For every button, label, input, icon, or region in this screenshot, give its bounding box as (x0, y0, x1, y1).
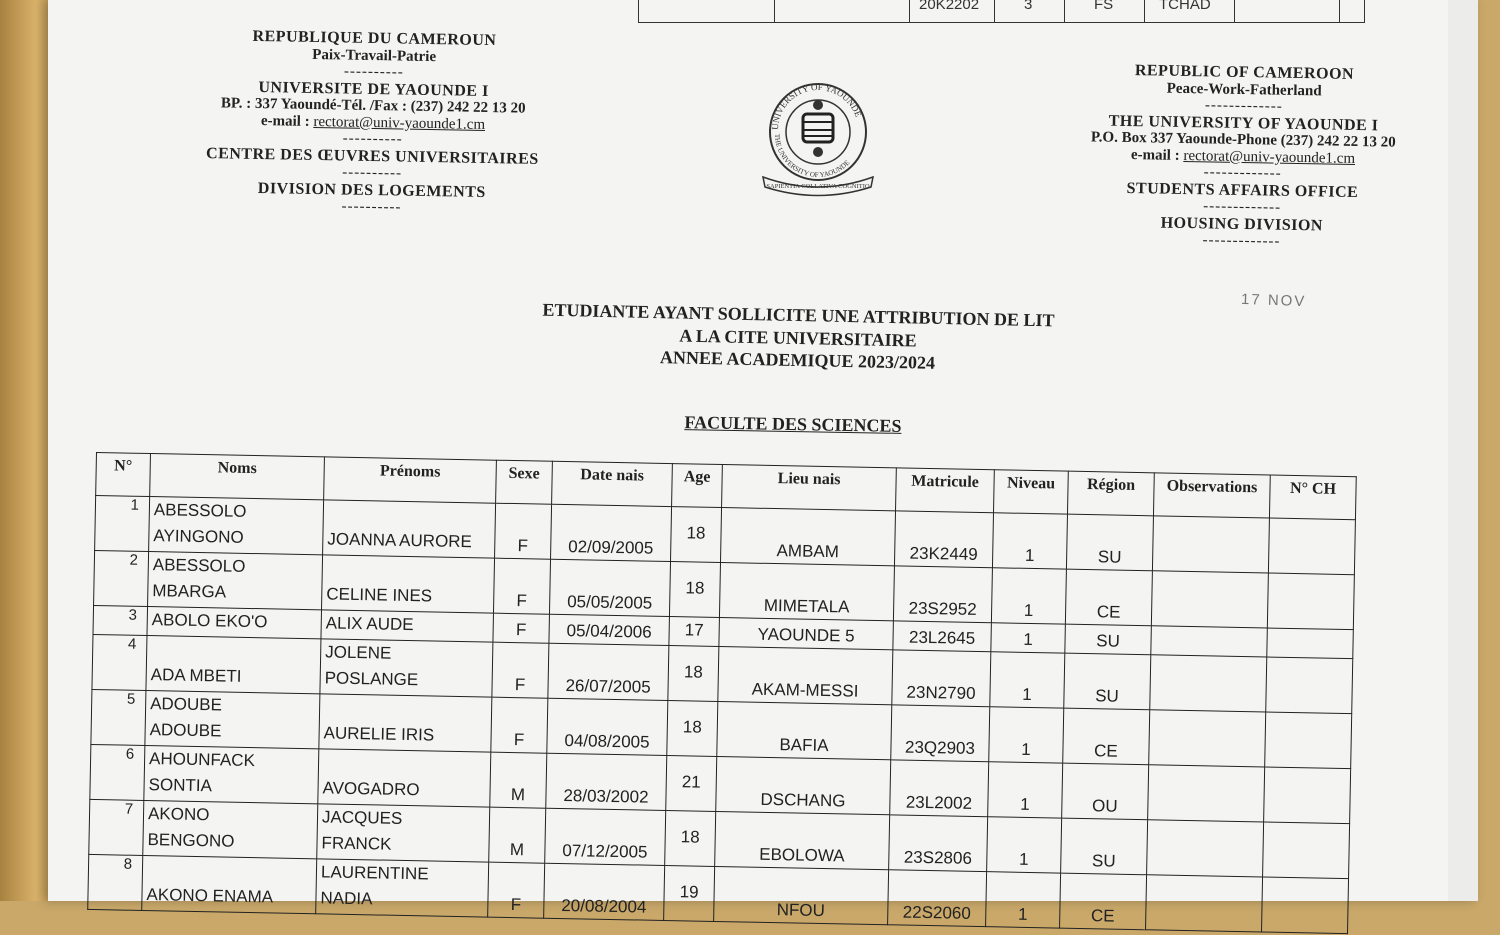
age-value: 18 (683, 662, 704, 682)
cell-prenoms (317, 804, 490, 862)
niveau-value: 1 (1023, 629, 1033, 650)
row-number: 7 (124, 800, 134, 818)
region-value: SU (1091, 851, 1116, 871)
niveau-value: 1 (1017, 904, 1028, 924)
division-fr: DIVISION DES LOGEMENTS (257, 179, 486, 201)
region-value: CE (1090, 906, 1115, 926)
age-value: 18 (682, 717, 702, 737)
cell-observations (1150, 655, 1267, 712)
cell-age (668, 646, 719, 702)
sexe-value: F (517, 536, 529, 556)
niveau-value: 1 (1022, 684, 1032, 705)
cell-prenoms (320, 639, 493, 697)
cell-number (93, 605, 148, 635)
cell-lieu (718, 646, 893, 704)
matricule-value: 23S2952 (908, 598, 977, 619)
cell-sexe (495, 503, 552, 559)
cell-matricule (894, 511, 993, 568)
separator: ------------- (1204, 97, 1283, 115)
age-value: 19 (679, 882, 699, 902)
cell-matricule (890, 760, 989, 817)
email-en: rectorat@univ-yaounde1.cm (1183, 147, 1356, 167)
prenom-line-2: AURELIE IRIS (323, 723, 435, 745)
cell-age (666, 756, 717, 812)
cell-chambre (1266, 657, 1353, 714)
col-header-lieu: Lieu nais (722, 465, 897, 511)
separator: ------------- (1203, 164, 1282, 182)
region-value: SU (1095, 686, 1119, 706)
cell-observations (1148, 765, 1265, 822)
cell-sexe (491, 697, 548, 753)
cell-noms (148, 552, 323, 610)
cell-niveau (989, 707, 1064, 763)
cell-number (90, 744, 145, 800)
cell-matricule (889, 815, 988, 872)
cell-lieu (717, 701, 892, 759)
niveau-value: 1 (1023, 600, 1034, 621)
cell-date (549, 614, 670, 645)
cell-prenoms (322, 555, 495, 613)
university-seal-icon (753, 72, 883, 202)
nom-line-1: AKONO (147, 804, 210, 825)
cell-niveau (991, 623, 1066, 653)
lieu-value: AMBAM (776, 541, 840, 562)
col-header-observations: Observations (1153, 473, 1270, 518)
seal-ring-top: UNIVERSITY OF YAOUNDE (769, 81, 864, 131)
age-value: 18 (680, 827, 700, 847)
faculty-heading: FACULTE DES SCIENCES (684, 412, 902, 436)
separator: ------------- (1203, 198, 1282, 216)
nom-line-1: AKONO ENAMA (146, 885, 274, 907)
cell-chambre (1267, 573, 1354, 630)
cell-noms (146, 636, 321, 694)
cell-age (669, 617, 720, 647)
region-value: SU (1097, 547, 1122, 567)
matricule-value: 23N2790 (906, 682, 976, 703)
cell-region (1063, 708, 1150, 765)
cell-region (1066, 514, 1153, 571)
date-value: 07/12/2005 (562, 841, 648, 862)
address-en: P.O. Box 337 Yaounde-Phone (237) 242 22 13 20 (1090, 129, 1396, 151)
cell-noms (147, 607, 322, 639)
prev-cell-matricule: 20K2202 (919, 0, 980, 13)
date-value: 05/05/2005 (566, 592, 653, 613)
cell-observations (1149, 710, 1266, 767)
cell-observations (1151, 571, 1268, 628)
prenom-line-2: NADIA (320, 888, 373, 909)
date-value: 02/09/2005 (568, 537, 654, 558)
prenom-line-2: AVOGADRO (322, 778, 420, 800)
prenom-line-2: CELINE INES (326, 584, 433, 606)
niveau-value: 1 (1024, 545, 1035, 566)
cell-date (544, 863, 665, 920)
col-header-matricule: Matricule (896, 468, 995, 513)
cell-noms (149, 497, 324, 555)
cell-region (1065, 569, 1152, 626)
nom-line-1: AHOUNFACK (148, 749, 256, 771)
date-value: 28/03/2002 (563, 786, 649, 807)
col-header-number: N° (96, 453, 151, 497)
cell-prenoms (319, 694, 492, 752)
email-label-en: e-mail : (1130, 146, 1180, 164)
cell-chambre (1263, 822, 1350, 879)
prenom-line-2: JOLENE POSLANGE (324, 642, 419, 690)
cell-date (551, 504, 672, 561)
region-value: SU (1096, 631, 1121, 651)
col-header-prenoms: Prénoms (324, 457, 497, 503)
cell-lieu (719, 617, 894, 649)
cell-region (1060, 873, 1147, 930)
seal-ring-bottom: THE UNIVERSITY OF YAOUNDE (772, 133, 852, 180)
nom-line-1: ABESSOLO (152, 555, 246, 576)
region-value: CE (1093, 741, 1118, 761)
cell-number (94, 550, 149, 606)
cell-region (1065, 624, 1152, 655)
nom-line-1: ABESSOLO (153, 500, 247, 521)
office-en: STUDENTS AFFAIRS OFFICE (1126, 179, 1359, 201)
title-line-1: ETUDIANTE AYANT SOLLICITE UNE ATTRIBUTION DE LIT (542, 299, 1055, 331)
cell-age (665, 811, 716, 867)
age-value: 18 (685, 578, 705, 598)
niveau-value: 1 (1019, 794, 1030, 814)
prenom-line-1: JACQUES (321, 807, 403, 828)
cell-lieu (716, 756, 891, 814)
nom-line-1: ABOLO EKO'O (151, 610, 268, 632)
centre-fr: CENTRE DES ŒUVRES UNIVERSITAIRES (205, 144, 539, 168)
cell-prenoms (323, 500, 496, 558)
cell-sexe (493, 558, 550, 614)
cell-matricule (891, 705, 990, 762)
row-number: 4 (127, 635, 137, 653)
lieu-value: MIMETALA (763, 595, 850, 617)
matricule-value: 23S2806 (903, 847, 973, 868)
date-value: 05/04/2006 (566, 621, 652, 642)
nom-line-2: AYINGONO (153, 526, 244, 547)
cell-lieu (720, 508, 895, 566)
motto-en: Peace-Work-Fatherland (1166, 80, 1322, 99)
cell-noms (142, 855, 317, 913)
separator: ---------- (342, 130, 403, 148)
matricule-value: 22S2060 (902, 902, 972, 923)
cell-observations (1146, 875, 1263, 932)
nom-line-2: BENGONO (147, 830, 235, 851)
col-header-noms: Noms (150, 454, 325, 500)
cell-niveau (991, 568, 1066, 624)
row-number: 1 (130, 496, 140, 514)
row-number: 8 (123, 855, 133, 873)
cell-niveau (986, 872, 1061, 928)
cell-chambre (1267, 628, 1354, 659)
header-french (176, 27, 569, 220)
cell-date (549, 559, 670, 616)
age-value: 21 (681, 772, 701, 792)
row-number: 5 (126, 690, 136, 708)
prev-cell-region: TCHAD (1159, 0, 1211, 13)
row-number: 2 (129, 551, 139, 569)
cell-age (664, 865, 715, 921)
cell-niveau (987, 817, 1062, 873)
niveau-value: 1 (1021, 739, 1031, 759)
cell-prenoms (316, 859, 489, 917)
prenom-line-2: ALIX AUDE (325, 613, 414, 635)
col-header-sexe: Sexe (496, 460, 553, 504)
col-header-date: Date nais (552, 461, 673, 506)
region-value: OU (1091, 796, 1118, 816)
seal-ribbon: SAPIENTIA COLLATIVA COGNITIO (766, 183, 870, 190)
sexe-value: F (510, 895, 522, 915)
students-table (87, 452, 1357, 934)
students-table-wrapper (88, 452, 1416, 926)
prenom-line-2: FRANCK (321, 833, 392, 854)
nom-line-1: ADA MBETI (150, 665, 242, 686)
cell-matricule (893, 566, 992, 623)
cell-number (88, 854, 143, 910)
date-stamp: 17 NOV (1240, 290, 1307, 311)
matricule-value: 23L2002 (905, 792, 973, 813)
niveau-value: 1 (1018, 849, 1029, 869)
date-value: 20/08/2004 (561, 896, 647, 917)
address-fr: BP. : 337 Yaoundé-Tél. /Fax : (237) 242 22 13 20 (220, 95, 526, 117)
lieu-value: BAFIA (779, 735, 829, 756)
table-body (88, 496, 1356, 934)
cell-noms (143, 800, 318, 858)
sexe-value: F (514, 675, 526, 695)
col-header-niveau: Niveau (993, 470, 1068, 514)
cell-matricule (892, 650, 991, 707)
nom-line-2: MBARGA (152, 581, 227, 602)
separator: ---------- (342, 164, 403, 182)
col-header-age: Age (672, 464, 723, 508)
cell-noms (145, 691, 320, 749)
cell-sexe (493, 613, 550, 643)
nom-line-2: ADOUBE (149, 720, 222, 741)
university-en: THE UNIVERSITY OF YAOUNDE I (1108, 112, 1379, 134)
cell-date (548, 643, 669, 700)
sexe-value: M (509, 840, 525, 860)
sexe-value: F (516, 591, 528, 611)
lieu-value: AKAM-MESSI (751, 679, 859, 701)
lieu-value: DSCHANG (760, 789, 846, 811)
prenom-line-1: LAURENTINE (320, 862, 429, 884)
date-value: 04/08/2005 (564, 731, 650, 752)
lieu-value: EBOLOWA (759, 844, 845, 866)
cell-sexe (489, 807, 546, 863)
country-fr: REPUBLIQUE DU CAMEROUN (252, 27, 497, 50)
region-value: CE (1096, 602, 1121, 622)
age-value: 17 (684, 620, 704, 640)
sexe-value: F (515, 620, 527, 640)
cell-noms (144, 745, 319, 803)
matricule-value: 23K2449 (909, 543, 978, 564)
cell-chambre (1262, 877, 1349, 934)
cell-number (92, 634, 147, 690)
cell-niveau (990, 652, 1065, 708)
title-line-3: ANNEE ACADEMIQUE 2023/2024 (659, 347, 936, 373)
cell-matricule (888, 870, 987, 927)
cell-chambre (1264, 767, 1351, 824)
cell-sexe (490, 752, 547, 808)
previous-table-strip (638, 0, 1365, 23)
cell-date (547, 698, 668, 755)
col-header-chambre: N° CH (1269, 475, 1356, 520)
cell-prenoms (321, 610, 494, 642)
lieu-value: YAOUNDE 5 (757, 624, 855, 646)
cell-observations (1152, 516, 1269, 573)
cell-region (1064, 653, 1151, 710)
document-title (477, 297, 1118, 378)
title-line-2: A LA CITE UNIVERSITAIRE (679, 325, 917, 350)
email-fr: rectorat@univ-yaounde1.cm (313, 113, 486, 133)
cell-matricule (893, 621, 992, 652)
cell-observations (1147, 820, 1264, 877)
cell-chambre (1265, 712, 1352, 769)
cell-age (671, 507, 722, 563)
cell-region (1062, 763, 1149, 820)
cell-niveau (988, 762, 1063, 818)
age-value: 18 (686, 523, 706, 543)
matricule-value: 23Q2903 (904, 737, 976, 758)
prev-cell-level: 3 (1024, 0, 1033, 13)
cell-number (89, 799, 144, 855)
cell-lieu (714, 866, 889, 924)
row-number: 6 (125, 745, 135, 763)
separator: ------------- (1202, 232, 1281, 251)
cell-niveau (992, 513, 1067, 569)
nom-line-1: ADOUBE (149, 694, 223, 715)
cell-region (1061, 818, 1148, 875)
separator: ---------- (341, 198, 402, 216)
cell-chambre (1268, 518, 1355, 575)
division-en: HOUSING DIVISION (1160, 214, 1324, 235)
sexe-value: M (510, 785, 526, 805)
prenom-line-2: JOANNA AURORE (327, 529, 473, 552)
cell-date (545, 808, 666, 865)
cell-sexe (488, 862, 545, 918)
email-label-fr: e-mail : (260, 112, 310, 130)
cell-number (95, 496, 150, 552)
cell-prenoms (318, 749, 491, 807)
cell-age (667, 701, 718, 757)
date-value: 26/07/2005 (565, 676, 651, 697)
cell-observations (1151, 626, 1268, 657)
country-en: REPUBLIC OF CAMEROON (1134, 62, 1355, 83)
sexe-value: F (513, 730, 525, 750)
university-fr: UNIVERSITE DE YAOUNDE I (258, 78, 489, 100)
nom-line-2: SONTIA (148, 775, 213, 796)
cell-sexe (492, 642, 549, 698)
col-header-region: Région (1067, 471, 1154, 516)
prev-cell-faculty: FS (1094, 0, 1114, 13)
cell-lieu (715, 811, 890, 869)
header-english (1056, 61, 1429, 253)
separator: ---------- (343, 63, 404, 81)
cell-number (91, 689, 146, 745)
matricule-value: 23L2645 (908, 627, 976, 648)
cell-lieu (719, 563, 894, 621)
paper-edge (1448, 0, 1478, 901)
lieu-value: NFOU (776, 900, 826, 921)
motto-fr: Paix-Travail-Patrie (312, 46, 437, 65)
cell-age (669, 562, 720, 618)
cell-date (546, 753, 667, 810)
row-number: 3 (128, 606, 138, 624)
